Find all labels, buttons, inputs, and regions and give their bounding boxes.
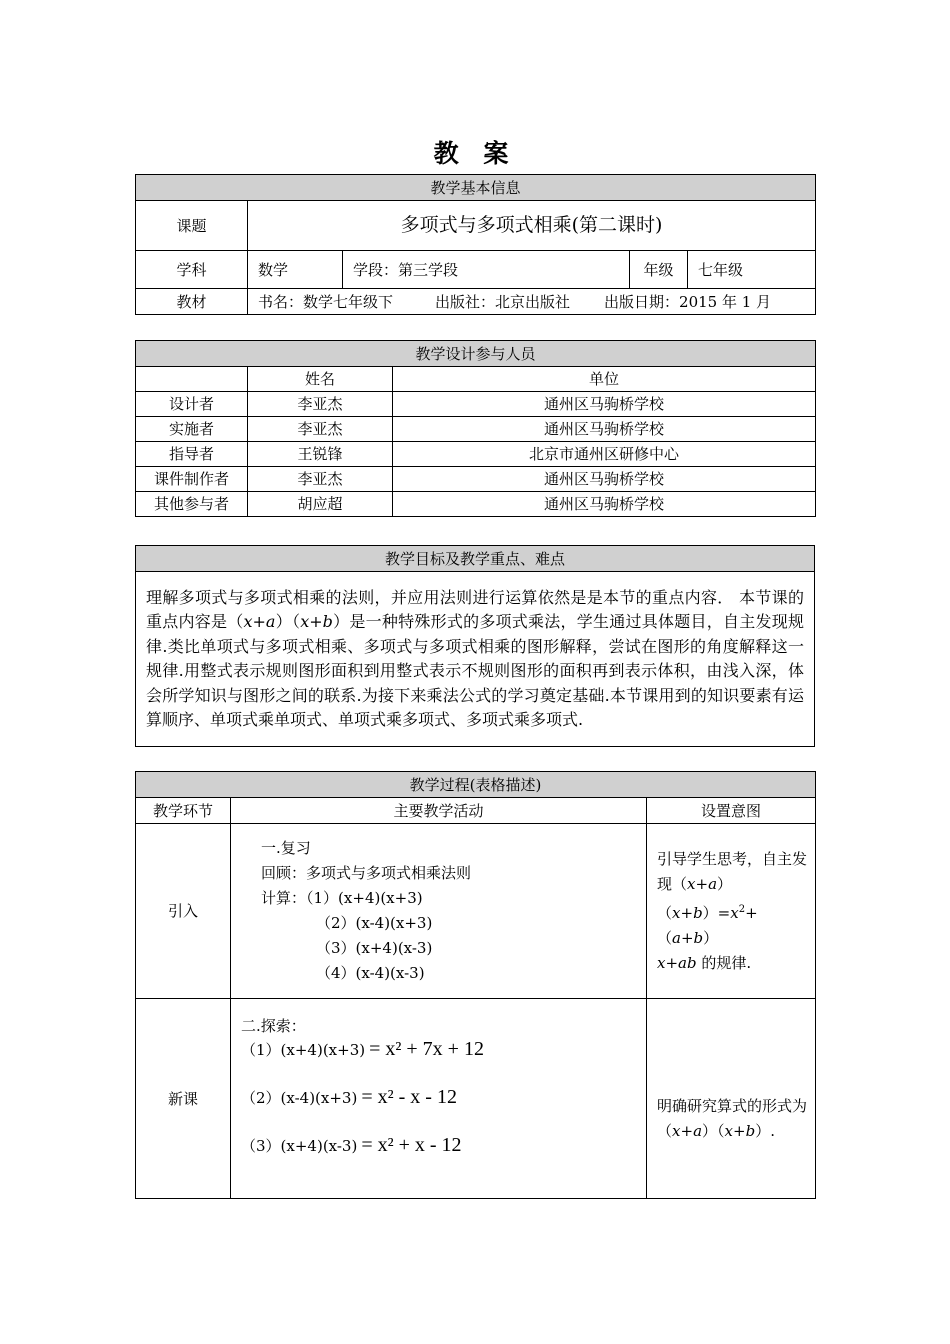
process-table <box>135 771 816 1199</box>
person-name: 李亚杰 <box>248 392 393 417</box>
goals-text: 理解多项式与多项式相乘的法则，并应用法则进行运算依然是是本节的重点内容． 本节课的重点内容是（x+a）（x+b）是一种特殊形式的多项式乘法，学生通过具体题目，自主发现规律.类比单项式与多项式相乘、多项式与多项式相乘的图形解释，尝试在图形的角度解释这一规律.用整式表示规则图形面积到用整式表示不规则图形的面积再到表示体积，由浅入深，体会所学知识与图形之间的联系.为接下来乘法公式的学习奠定基础.本节课用到的知识要素有运算顺序、单项式乘单项式、单项式乘多项式、多项式乘多项式. <box>136 572 815 747</box>
explore-item: （3）(x+4)(x-3) = x² + x - 12 <box>241 1134 462 1156</box>
goals-table <box>135 545 815 747</box>
basic-info-header: 教学基本信息 <box>136 175 816 201</box>
person-unit: 通州区马驹桥学校 <box>393 492 816 517</box>
table-row <box>136 467 816 492</box>
goals-header: 教学目标及教学重点、难点 <box>136 546 815 572</box>
new-stage: 新课 <box>136 999 231 1199</box>
grade-label: 年级 <box>630 251 688 289</box>
blank-cell <box>136 367 248 392</box>
book-name: 书名：数学七年级下 <box>258 292 394 311</box>
person-unit: 北京市通州区研修中心 <box>393 442 816 467</box>
participants-table <box>135 340 816 517</box>
publish-date: 出版日期：2015 年 1 月 <box>604 292 772 311</box>
role: 实施者 <box>136 417 248 442</box>
explore-item: （2）(x-4)(x+3) = x² - x - 12 <box>241 1086 457 1108</box>
table-row <box>136 492 816 517</box>
topic-label: 课题 <box>136 201 248 251</box>
person-name: 胡应超 <box>248 492 393 517</box>
calc-item: （3）(x+4)(x-3) <box>316 939 433 957</box>
role: 指导者 <box>136 442 248 467</box>
person-name: 李亚杰 <box>248 467 393 492</box>
person-unit: 通州区马驹桥学校 <box>393 417 816 442</box>
col-activity: 主要教学活动 <box>231 798 647 824</box>
page-title: 教 案 <box>433 139 517 168</box>
table-row <box>136 417 816 442</box>
person-name: 王锐锋 <box>248 442 393 467</box>
table-row <box>136 392 816 417</box>
intro-activity <box>231 824 647 999</box>
material-info <box>248 289 816 315</box>
grade-value: 七年级 <box>688 251 816 289</box>
process-header: 教学过程(表格描述) <box>136 772 816 798</box>
stage-value: 学段：第三学段 <box>343 251 630 289</box>
calc-item: （4）(x-4)(x-3) <box>316 964 425 982</box>
person-unit: 通州区马驹桥学校 <box>393 392 816 417</box>
subject-label: 学科 <box>136 251 248 289</box>
col-unit: 单位 <box>393 367 816 392</box>
intro-stage: 引入 <box>136 824 231 999</box>
participants-header: 教学设计参与人员 <box>136 341 816 367</box>
new-intent: 明确研究算式的形式为（x+a）（x+b）. <box>647 999 816 1199</box>
review-recall: 回顾：多项式与多项式相乘法则 <box>261 864 472 882</box>
col-intent: 设置意图 <box>647 798 816 824</box>
intro-intent: 引导学生思考，自主发现（x+a） $(x+b)=x^2+(a+b)$ x+ab 的规律. <box>647 824 816 999</box>
topic-value: 多项式与多项式相乘(第二课时) <box>248 201 816 251</box>
person-unit: 通州区马驹桥学校 <box>393 467 816 492</box>
explore-title: 二.探索： <box>241 1017 306 1035</box>
explore-item: （1）(x+4)(x+3) = x² + 7x + 12 <box>241 1038 484 1060</box>
publisher: 出版社：北京出版社 <box>435 292 571 311</box>
subject-value: 数学 <box>248 251 343 289</box>
review-title: 一.复习 <box>261 839 311 857</box>
material-label: 教材 <box>136 289 248 315</box>
role: 其他参与者 <box>136 492 248 517</box>
col-name: 姓名 <box>248 367 393 392</box>
calc-line: 计算：（1）(x+4)(x+3) <box>261 889 423 907</box>
calc-item: （2）(x-4)(x+3) <box>316 914 433 932</box>
new-activity <box>231 999 647 1199</box>
person-name: 李亚杰 <box>248 417 393 442</box>
col-stage: 教学环节 <box>136 798 231 824</box>
table-row <box>136 442 816 467</box>
role: 课件制作者 <box>136 467 248 492</box>
role: 设计者 <box>136 392 248 417</box>
basic-info-table <box>135 174 816 315</box>
